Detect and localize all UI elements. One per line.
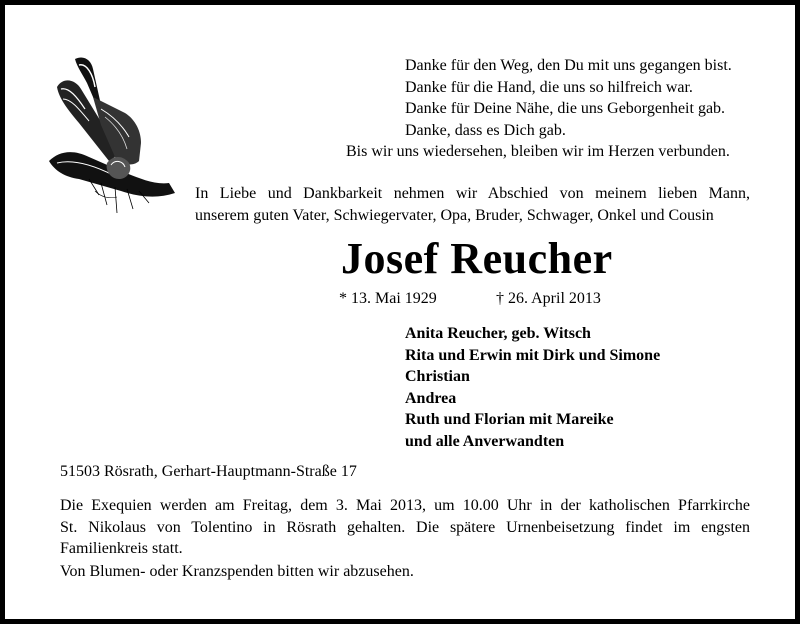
- death-date: † 26. April 2013: [496, 290, 601, 307]
- mourners-list: [405, 323, 660, 452]
- mourner-line: und alle Anverwandten: [405, 432, 565, 450]
- deceased-name: Josef Reucher: [341, 234, 613, 283]
- intro-line: unserem guten Vater, Schwiegervater, Opa, Bruder, Schwager, Onkel und Cousin: [195, 206, 714, 224]
- poem-line: Danke für die Hand, die uns so hilfreich war.: [405, 78, 693, 96]
- address: 51503 Rösrath, Gerhart-Hauptmann-Straße 17: [60, 463, 357, 480]
- poem-line: Danke für den Weg, den Du mit uns gegangen bist.: [405, 57, 732, 74]
- poem-line: Danke für Deine Nähe, die uns Geborgenheit gab.: [405, 100, 726, 117]
- poem-line: Danke, dass es Dich gab.: [405, 121, 566, 139]
- intro-text: [195, 183, 750, 226]
- service-line: Familienkreis statt.: [60, 540, 183, 557]
- mourner-line: Rita und Erwin mit Dirk und Simone: [405, 346, 661, 364]
- mourner-line: Ruth und Florian mit Mareike: [405, 411, 614, 428]
- service-line: Die Exequien werden am Freitag, dem 3. Mai 2013, um 10.00 Uhr in der katholischen Pfarrkirche: [60, 497, 750, 514]
- poem: [405, 55, 732, 141]
- mourner-line: Anita Reucher, geb. Witsch: [405, 325, 591, 342]
- service-info: [60, 495, 750, 560]
- mourner-line: Andrea: [405, 389, 457, 407]
- praying-hands-icon: [49, 53, 175, 215]
- birth-date: * 13. Mai 1929: [339, 290, 437, 307]
- poem-closing-line: Bis wir uns wiedersehen, bleiben wir im Herzen verbunden.: [346, 143, 730, 160]
- mourner-line: Christian: [405, 368, 470, 385]
- service-line: St. Nikolaus von Tolentino in Rösrath gehalten. Die spätere Urnenbeisetzung findet im engsten: [60, 518, 750, 536]
- flowers-note: Von Blumen- oder Kranzspenden bitten wir abzusehen.: [60, 563, 414, 580]
- intro-line: In Liebe und Dankbarkeit nehmen wir Abschied von meinem lieben Mann,: [195, 185, 750, 202]
